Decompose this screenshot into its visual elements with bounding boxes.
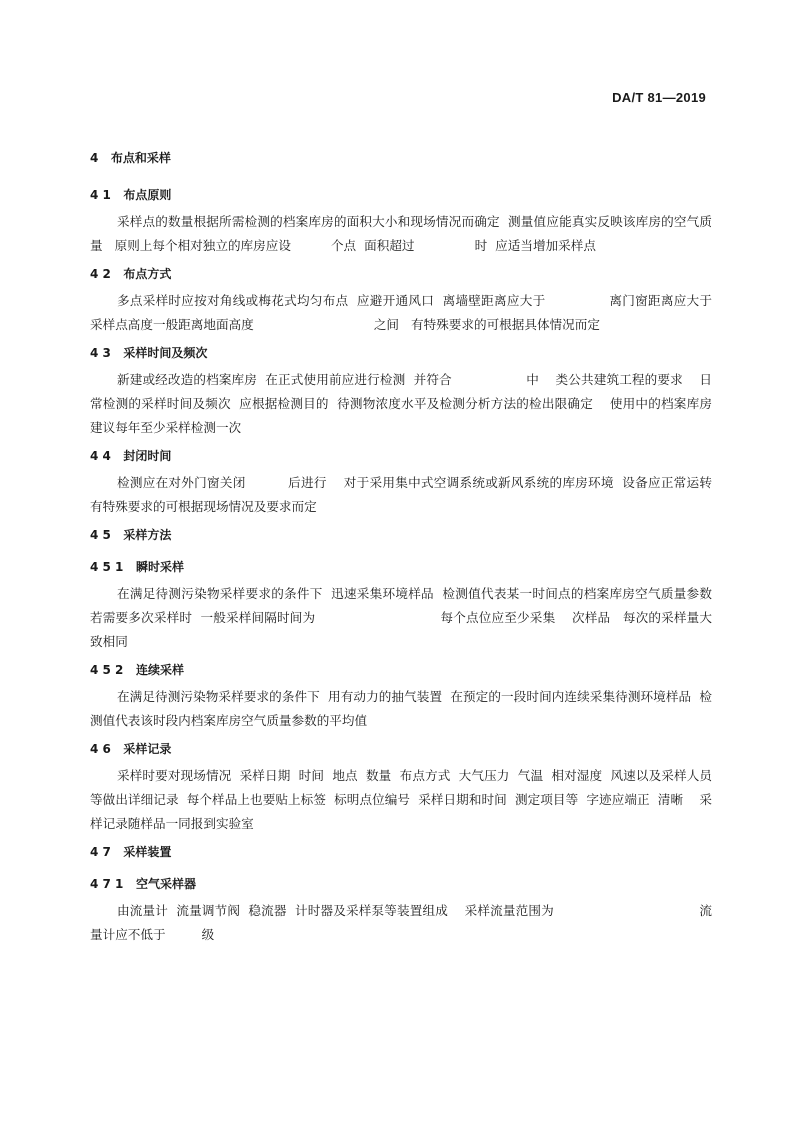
section-heading-4-2: 4 2 布点方式 (90, 267, 172, 281)
document-body (90, 148, 777, 947)
section-heading-4-5-1: 4 5 1 瞬时采样 (90, 560, 184, 574)
section-heading-4: 4 布点和采样 (90, 151, 171, 165)
section-heading-4-1: 4 1 布点原则 (90, 188, 172, 202)
section-heading-4-6: 4 6 采样记录 (90, 742, 172, 756)
section-text-4-5-2: 在满足待测污染物采样要求的条件下 用有动力的抽气装置 在预定的一段时间内连续采集待测环境样品 检测值代表该时段内档案库房空气质量参数的平均值 (90, 689, 712, 728)
section-text-4-5-1: 在满足待测污染物采样要求的条件下 迅速采集环境样品 检测值代表某一时间点的档案库房空气质量参数 若需要多次采样时 一般采样间隔时间为 每个点位应至少采集 次样品 每次的采样量大致相同 (90, 586, 729, 649)
section-heading-4-4: 4 4 封闭时间 (90, 449, 172, 463)
section-text-4-6: 采样时要对现场情况 采样日期 时间 地点 数量 布点方式 大气压力 气温 相对湿度 风速以及采样人员等做出详细记录 每个样品上也要贴上标签 标明点位编号 采样日期和时间 测定项目等 字迹应端正 清晰 采样记录随样品一同报到实验室 (90, 768, 712, 831)
section-heading-4-7-1: 4 7 1 空气采样器 (90, 877, 196, 891)
section-heading-4-5-2: 4 5 2 连续采样 (90, 663, 184, 677)
section-text-4-2: 多点采样时应按对角线或梅花式均匀布点 应避开通风口 离墙壁距离应大于 离门窗距离应大于 采样点高度一般距离地面高度 之间 有特殊要求的可根据具体情况而定 (90, 293, 777, 332)
section-heading-4-5: 4 5 采样方法 (90, 528, 172, 542)
section-text-4-7-1: 由流量计 流量调节阀 稳流器 计时器及采样泵等装置组成 采样流量范围为 流量计应不低于 级 (90, 903, 712, 942)
section-text-4-1: 采样点的数量根据所需检测的档案库房的面积大小和现场情况而确定 测量值应能真实反映该库房的空气质量 原则上每个相对独立的库房应设 个点 面积超过 时 应适当增加采样点 (90, 214, 712, 253)
section-text-4-4: 检测应在对外门窗关闭 后进行 对于采用集中式空调系统或新风系统的库房环境 设备应正常运转 有特殊要求的可根据现场情况及要求而定 (90, 475, 729, 514)
section-heading-4-3: 4 3 采样时间及频次 (90, 346, 208, 360)
section-heading-4-7: 4 7 采样装置 (90, 845, 172, 859)
section-text-4-3: 新建或经改造的档案库房 在正式使用前应进行检测 并符合 中 类公共建筑工程的要求 日常检测的采样时间及频次 应根据检测目的 待测物浓度水平及检测分析方法的检出限确定 使用中的档案库房建议每年至少采样检测一次 (90, 372, 712, 435)
document-code: DA/T 81—2019 (612, 90, 706, 105)
